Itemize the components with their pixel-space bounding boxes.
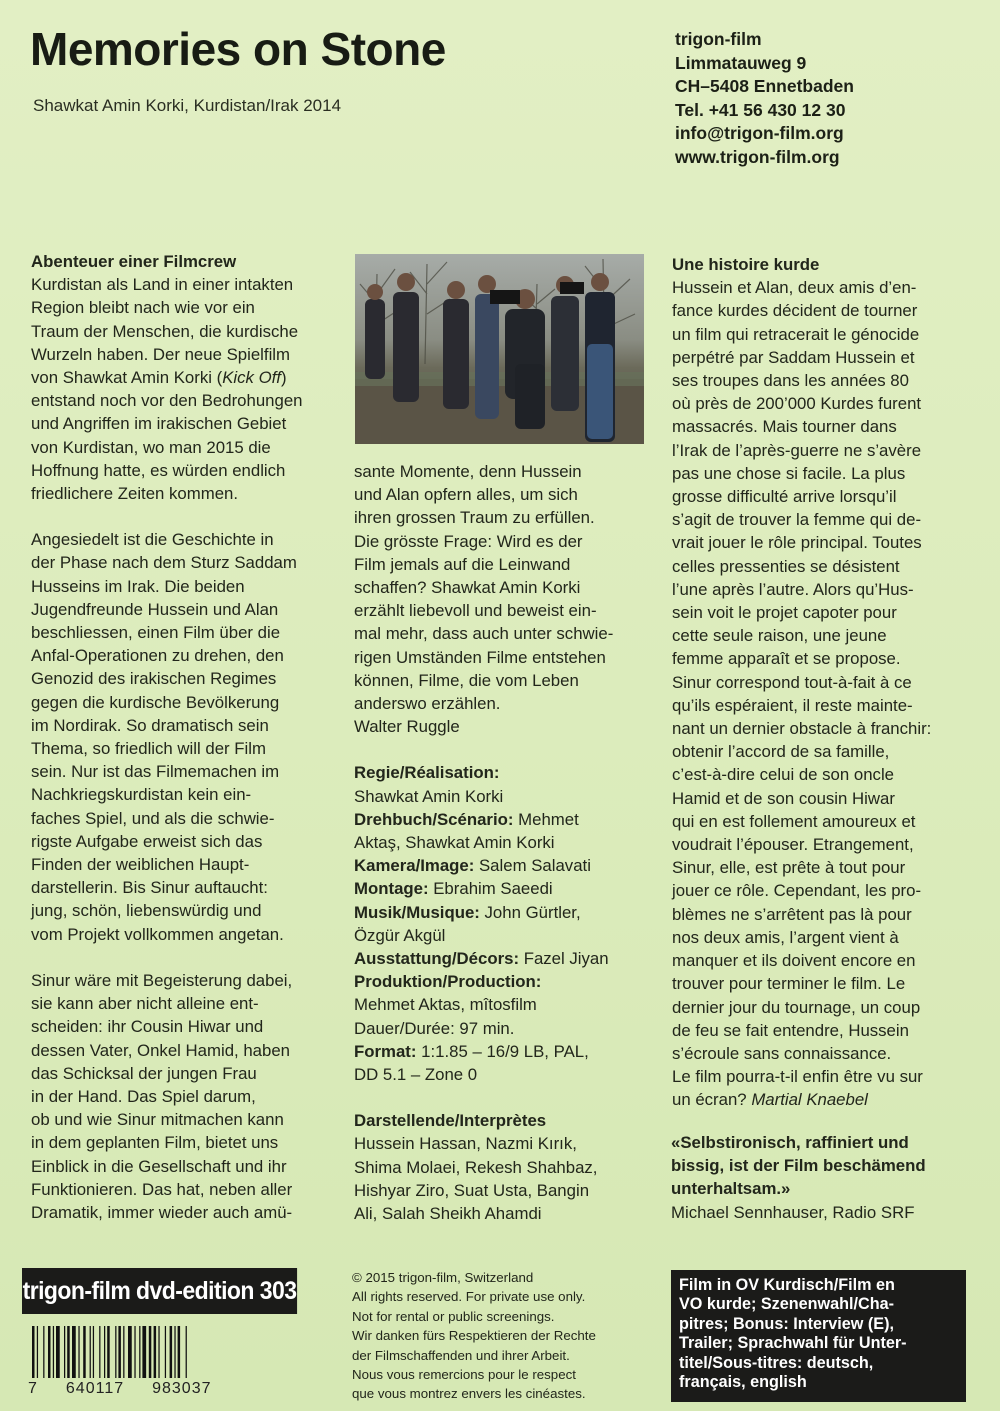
- german-text-column: [31, 250, 331, 1224]
- credit-produktion: [354, 970, 654, 993]
- barcode-bar: [128, 1326, 132, 1378]
- text-fragment: un écran?: [672, 1090, 752, 1110]
- text-line: c’est-à-dire celui de son oncle: [672, 765, 894, 785]
- barcode-bar: [142, 1326, 146, 1378]
- dvd-features-box: [671, 1270, 966, 1402]
- text-line: jung, schön, liebenswürdig und: [31, 901, 262, 921]
- text-line: der Phase nach dem Sturz Saddam: [31, 553, 297, 573]
- text-line: ses troupes dans les années 80: [672, 371, 909, 391]
- barcode-bar: [56, 1326, 60, 1378]
- barcode-bar: [83, 1326, 86, 1378]
- barcode-bar: [178, 1326, 181, 1378]
- quote-source: Michael Sennhauser, Radio SRF: [671, 1202, 915, 1222]
- text-line: Funktionieren. Das hat, neben aller: [31, 1179, 293, 1199]
- text-line: Hussein et Alan, deux amis d’en-: [672, 278, 917, 298]
- film-crew-photo: [355, 254, 644, 444]
- text-fragment: von Shawkat Amin Korki (: [31, 368, 223, 388]
- text-line: Nachkriegskurdistan kein ein-: [31, 785, 252, 805]
- credit-label: Ausstattung/Décors:: [354, 949, 520, 969]
- text-line: Le film pourra-t-il enfin être vu sur: [672, 1067, 923, 1087]
- text-line: der Filmschaffenden und ihrer Arbeit.: [352, 1347, 570, 1363]
- text-line: entstand noch vor den Bedrohungen: [31, 391, 303, 411]
- text-line: dessen Vater, Onkel Hamid, haben: [31, 1040, 291, 1060]
- barcode-bar: [78, 1326, 79, 1378]
- text-line: Finden der weiblichen Haupt-: [31, 855, 250, 875]
- german-heading: Abenteuer einer Filmcrew: [31, 252, 237, 271]
- barcode-bar: [104, 1326, 105, 1378]
- press-quote: [671, 1131, 971, 1224]
- text-line: Hamid et de son cousin Hiwar: [672, 788, 895, 808]
- text-line: Sinur wäre mit Begeisterung dabei,: [31, 970, 293, 990]
- barcode-bar: [123, 1326, 124, 1378]
- text-line: erzählt liebevoll und beweist ein-: [354, 601, 597, 621]
- dvd-edition-label: trigon-film dvd-edition 303: [22, 1268, 297, 1314]
- text-line: de feu se fait entendre, Hussein: [672, 1020, 909, 1040]
- text-line: das Schicksal der jungen Frau: [31, 1063, 257, 1083]
- text-line: ihren grossen Traum zu erfüllen.: [354, 508, 595, 528]
- french-paragraph: [672, 276, 972, 1088]
- text-line: sie kann aber nicht alleine ent-: [31, 994, 259, 1014]
- text-line: in dem geplanten Film, bietet uns: [31, 1133, 279, 1153]
- text-line: und Alan opfern alles, um sich: [354, 485, 578, 505]
- text-line: que vous montrez envers les cinéastes.: [352, 1386, 586, 1402]
- credit-drehbuch: [354, 808, 654, 831]
- text-line: Angesiedelt ist die Geschichte in: [31, 530, 274, 550]
- credit-label: Regie/Réalisation:: [354, 763, 500, 783]
- film-subtitle: Shawkat Amin Korki, Kurdistan/Irak 2014: [33, 96, 342, 115]
- copyright-notice: [352, 1268, 652, 1404]
- credit-produktion-value: Mehmet Aktas, mîtosfilm: [354, 995, 537, 1015]
- text-line: nant un dernier obstacle à franchir:: [672, 719, 932, 739]
- credit-value: Mehmet: [513, 809, 579, 829]
- text-line: Region bleibt nach wie vor ein: [31, 298, 255, 318]
- page-title: Memories on Stone: [30, 23, 446, 75]
- text-line: und Angriffen im irakischen Gebiet: [31, 414, 287, 434]
- text-line: massacrés. Mais tourner dans: [672, 417, 897, 437]
- barcode-bar: [134, 1326, 135, 1378]
- text-line: im Nordirak. So dramatisch sein: [31, 715, 269, 735]
- text-line: Einblick in die Gesellschaft und ihr: [31, 1156, 287, 1176]
- barcode-bar: [93, 1326, 94, 1378]
- text-line: blèmes ne s’arrêtent pas là pour: [672, 904, 912, 924]
- credit-label: Produktion/Production:: [354, 972, 542, 992]
- credit-musik-cont: Özgür Akgül: [354, 925, 446, 945]
- text-line: Dramatik, immer wieder auch amü-: [31, 1202, 293, 1222]
- text-line: scheiden: ihr Cousin Hiwar und: [31, 1017, 264, 1037]
- barcode-bar: [72, 1326, 76, 1378]
- barcode-digit-group: 640117: [65, 1380, 125, 1397]
- barcode-bar: [99, 1326, 100, 1378]
- barcode-bar: [48, 1326, 51, 1378]
- barcode-bar: [149, 1326, 152, 1378]
- credit-format: [354, 1040, 654, 1063]
- barcode-bar: [139, 1326, 140, 1378]
- credit-montage: [354, 877, 654, 900]
- text-line: beschliessen, einen Film über die: [31, 623, 281, 643]
- text-line: Husseins im Irak. Die beiden: [31, 576, 245, 596]
- credit-format-cont: DD 5.1 – Zone 0: [354, 1065, 478, 1085]
- text-line: Die grösste Frage: Wird es der: [354, 531, 583, 551]
- barcode-bar: [165, 1326, 166, 1378]
- barcode-digit-group: 983037: [152, 1380, 212, 1397]
- text-line: celles pressenties se désistent: [672, 556, 900, 576]
- text-line: femme apparaît et se propose.: [672, 649, 901, 669]
- text-line: Not for rental or public screenings.: [352, 1308, 555, 1324]
- text-line: pas une chose si facile. La plus: [672, 463, 906, 483]
- cast-list: [354, 1132, 654, 1225]
- text-line: sante Momente, denn Hussein: [354, 462, 582, 481]
- text-line: friedlichere Zeiten kommen.: [31, 484, 239, 504]
- barcode-digit-group: 7: [28, 1380, 38, 1397]
- text-line: Hoffnung hatte, es würden endlich: [31, 460, 286, 480]
- contact-city: CH–5408 Ennetbaden: [675, 76, 854, 96]
- text-line: in der Hand. Das Spiel darum,: [31, 1086, 256, 1106]
- credit-ausstattung: [354, 947, 654, 970]
- text-line: Hishyar Ziro, Suat Usta, Bangin: [354, 1180, 590, 1200]
- text-line: von Kurdistan, wo man 2015 die: [31, 437, 271, 457]
- text-line-with-title: [31, 366, 331, 389]
- credit-musik: [354, 901, 654, 924]
- text-line: où près de 200’000 Kurdes furent: [672, 394, 922, 414]
- barcode-bar: [107, 1326, 110, 1378]
- text-line: l’une après l’autre. Alors qu’Hus-: [672, 579, 914, 599]
- text-line: l’Irak de l’après-guerre ne s’avère: [672, 440, 922, 460]
- contact-website[interactable]: www.trigon-film.org: [675, 146, 840, 167]
- credit-drehbuch-cont: Aktaş, Shawkat Amin Korki: [354, 833, 555, 853]
- text-line: Film jemals auf die Leinwand: [354, 554, 571, 574]
- text-line: mal mehr, dass auch unter schwie-: [354, 624, 614, 644]
- text-line: VO kurde; Szenenwahl/Cha-: [679, 1295, 894, 1314]
- barcode-bar: [154, 1326, 157, 1378]
- credit-regie: [354, 761, 654, 784]
- german-paragraph-2: [31, 528, 331, 946]
- text-line: faches Spiel, und als die schwie-: [31, 808, 275, 828]
- text-line: Genozid des irakischen Regimes: [31, 669, 277, 689]
- text-line: jouer ce rôle. Cependant, les pro-: [672, 881, 922, 901]
- contact-email[interactable]: info@trigon-film.org: [675, 123, 844, 143]
- text-line: «Selbstironisch, raffiniert und: [671, 1133, 909, 1152]
- barcode-bar: [32, 1326, 35, 1378]
- text-line: qui en est follement amoureux et: [672, 811, 916, 831]
- cast-heading: Darstellende/Interprètes: [354, 1111, 547, 1131]
- barcode-bar: [43, 1326, 44, 1378]
- barcode-bar: [67, 1326, 70, 1378]
- credit-label: Kamera/Image:: [354, 856, 475, 876]
- barcode-bar: [90, 1326, 91, 1378]
- credit-label: Montage:: [354, 879, 429, 899]
- text-line: Trailer; Sprachwahl für Unter-: [679, 1334, 907, 1353]
- text-line: Nous vous remercions pour le respect: [352, 1367, 576, 1383]
- barcode-bar: [174, 1326, 175, 1378]
- text-line: vom Projekt vollkommen angetan.: [31, 924, 284, 944]
- text-line: Film in OV Kurdisch/Film en: [679, 1276, 895, 1294]
- text-line: gegen die kurdische Bevölkerung: [31, 692, 280, 712]
- text-line: voudrait l’épouser. Etrangement,: [672, 835, 914, 855]
- text-line: ob und wie Sinur mitmachen kann: [31, 1110, 284, 1130]
- text-line: bissig, ist der Film beschämend: [671, 1156, 926, 1176]
- german-paragraph-4: [354, 460, 654, 738]
- text-line: können, Filme, die vom Leben: [354, 670, 579, 690]
- text-line: s’écroule sans connaissance.: [672, 1043, 892, 1063]
- text-line: obtenir l’accord de sa famille,: [672, 742, 890, 762]
- text-line: titel/Sous-titres: deutsch,: [679, 1353, 874, 1372]
- text-line: Kurdistan als Land in einer intakten: [31, 275, 294, 295]
- barcode-bar: [115, 1326, 116, 1378]
- credit-label: Musik/Musique:: [354, 902, 480, 922]
- text-line: s’agit de trouver la femme qui de-: [672, 510, 922, 530]
- text-line: Shima Molaei, Rekesh Shahbaz,: [354, 1157, 598, 1177]
- barcode-bar: [170, 1326, 173, 1378]
- barcode-bar: [158, 1326, 159, 1378]
- credit-value: John Gürtler,: [479, 902, 581, 922]
- credit-value: 1:1.85 – 16/9 LB, PAL,: [416, 1041, 589, 1061]
- credit-value: Ebrahim Saeedi: [428, 879, 553, 899]
- text-line: Jugendfreunde Hussein und Alan: [31, 599, 279, 619]
- text-line: grosse difficulté arrive lorsqu’il: [672, 487, 897, 507]
- text-line: rigste Aufgabe erweist sich das: [31, 831, 263, 851]
- text-line: fance kurdes décident de tourner: [672, 301, 918, 321]
- text-line: Walter Ruggle: [354, 717, 460, 737]
- text-line: vrait jouer le rôle principal. Toutes: [672, 533, 922, 553]
- text-line: un film qui retracerait le génocide: [672, 324, 920, 344]
- text-line: perpétré par Saddam Hussein et: [672, 347, 915, 367]
- text-line: sein. Nur ist das Filmemachen im: [31, 762, 280, 782]
- text-line: anderswo erzählen.: [354, 694, 501, 714]
- text-line: Anfal-Operationen zu drehen, den: [31, 646, 284, 666]
- text-line: dernier jour du tournage, un coup: [672, 997, 921, 1017]
- text-line: Thema, so friedlich will der Film: [31, 739, 266, 759]
- text-line: rigen Umständen Filme entstehen: [354, 647, 606, 667]
- text-line: Ali, Salah Sheikh Ahamdi: [354, 1204, 542, 1224]
- contact-phone: Tel. +41 56 430 12 30: [675, 99, 846, 120]
- barcode-bar: [53, 1326, 54, 1378]
- credit-value: Fazel Jiyan: [519, 949, 609, 969]
- credit-value: Salem Salavati: [474, 856, 591, 876]
- barcode-bar: [186, 1326, 187, 1378]
- text-line: Sinur correspond tout-à-fait à ce: [672, 672, 912, 692]
- barcode-bar: [118, 1326, 121, 1378]
- credit-dauer: Dauer/Durée: 97 min.: [354, 1018, 515, 1038]
- barcode-bar: [64, 1326, 65, 1378]
- film-title-italic: Kick Off: [222, 368, 281, 388]
- text-line: trouver pour terminer le film. Le: [672, 974, 906, 994]
- french-heading: Une histoire kurde: [672, 255, 820, 274]
- text-line: sein voit le projet capoter pour: [672, 603, 897, 623]
- french-author: Martial Knaebel: [751, 1090, 868, 1110]
- text-line: darstellerin. Bis Sinur auftaucht:: [31, 878, 268, 898]
- text-line: qu’ils espéraient, il reste mainte-: [672, 695, 913, 715]
- text-line: manquer et ils doivent encore en: [672, 951, 916, 971]
- french-last-line: [672, 1088, 972, 1111]
- german-paragraph-3: [31, 969, 331, 1224]
- text-line: français, english: [679, 1373, 807, 1392]
- text-line: Traum der Menschen, die kurdische: [31, 321, 299, 341]
- credits-column: [354, 460, 654, 1225]
- contact-block: [675, 28, 854, 169]
- credit-label: Drehbuch/Scénario:: [354, 809, 514, 829]
- credit-label: Format:: [354, 1041, 417, 1061]
- text-fragment: ): [280, 368, 287, 388]
- text-line: nos deux amis, l’argent vient à: [672, 927, 899, 947]
- credit-regie-value: Shawkat Amin Korki: [354, 786, 504, 806]
- contact-company: trigon-film: [675, 29, 762, 49]
- text-line: Sinur, elle, est prête à tout pour: [672, 858, 906, 878]
- barcode-number: [28, 1380, 240, 1398]
- text-line: © 2015 trigon-film, Switzerland: [352, 1270, 534, 1285]
- contact-street: Limmatauweg 9: [675, 52, 807, 73]
- quote-text: [671, 1131, 971, 1201]
- text-line: cette seule raison, une jeune: [672, 626, 887, 646]
- text-line: schaffen? Shawkat Amin Korki: [354, 578, 581, 598]
- text-line: All rights reserved. For private use only.: [352, 1289, 586, 1305]
- barcode-bar: [37, 1326, 38, 1378]
- film-crew-photo-image: [355, 254, 644, 444]
- french-text-column: [672, 253, 972, 1112]
- text-line: unterhaltsam.»: [671, 1179, 791, 1199]
- text-line: pitres; Bonus: Interview (E),: [679, 1314, 894, 1333]
- text-line: Wir danken fürs Respektieren der Rechte: [352, 1328, 596, 1344]
- text-line: Wurzeln haben. Der neue Spielfilm: [31, 344, 291, 364]
- barcode: [28, 1326, 258, 1378]
- text-line: Hussein Hassan, Nazmi Kırık,: [354, 1134, 577, 1154]
- credit-kamera: [354, 854, 654, 877]
